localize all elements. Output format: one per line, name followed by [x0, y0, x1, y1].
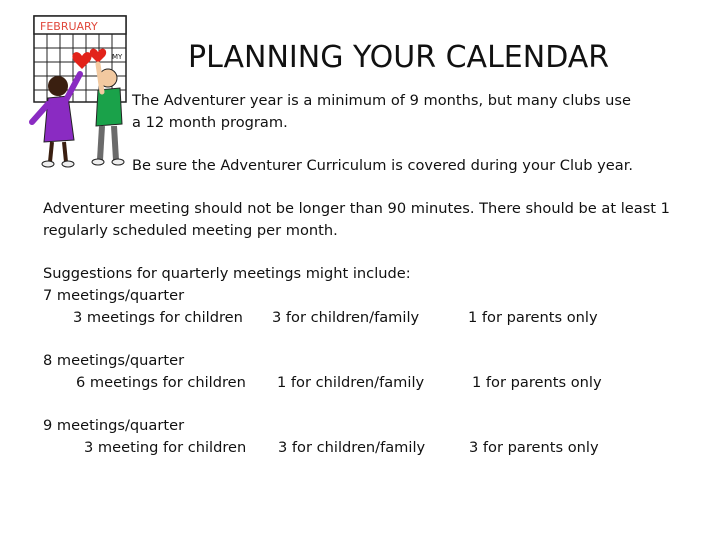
- option-parents: 1 for parents only: [472, 374, 602, 391]
- option-family: 1 for children/family: [277, 374, 425, 391]
- option-family: 3 for children/family: [278, 439, 426, 456]
- option-family: 3 for children/family: [272, 309, 420, 326]
- suggestions-heading: Suggestions for quarterly meetings might include:: [43, 265, 411, 282]
- option-children: 3 meeting for children: [84, 439, 247, 456]
- intro-line-1: The Adventurer year is a minimum of 9 months, but many clubs use: [132, 92, 631, 109]
- calendar-mark-label: MY: [112, 53, 123, 61]
- page-title: PLANNING YOUR CALENDAR: [188, 40, 610, 75]
- calendar-month-label: FEBRUARY: [40, 20, 98, 33]
- option-parents: 3 for parents only: [469, 439, 599, 456]
- option-label: 7 meetings/quarter: [43, 287, 185, 304]
- option-children: 3 meetings for children: [73, 309, 243, 326]
- option-label: 8 meetings/quarter: [43, 352, 185, 369]
- intro-line-2: a 12 month program.: [132, 114, 288, 131]
- meeting-length-line-2: regularly scheduled meeting per month.: [43, 222, 338, 239]
- intro-line-3: Be sure the Adventurer Curriculum is covered during your Club year.: [132, 157, 634, 174]
- option-label: 9 meetings/quarter: [43, 417, 185, 434]
- meeting-length-line-1: Adventurer meeting should not be longer than 90 minutes. There should be at least 1: [43, 200, 670, 217]
- option-children: 6 meetings for children: [76, 374, 246, 391]
- option-parents: 1 for parents only: [468, 309, 598, 326]
- calendar-kids-illustration: [18, 12, 130, 172]
